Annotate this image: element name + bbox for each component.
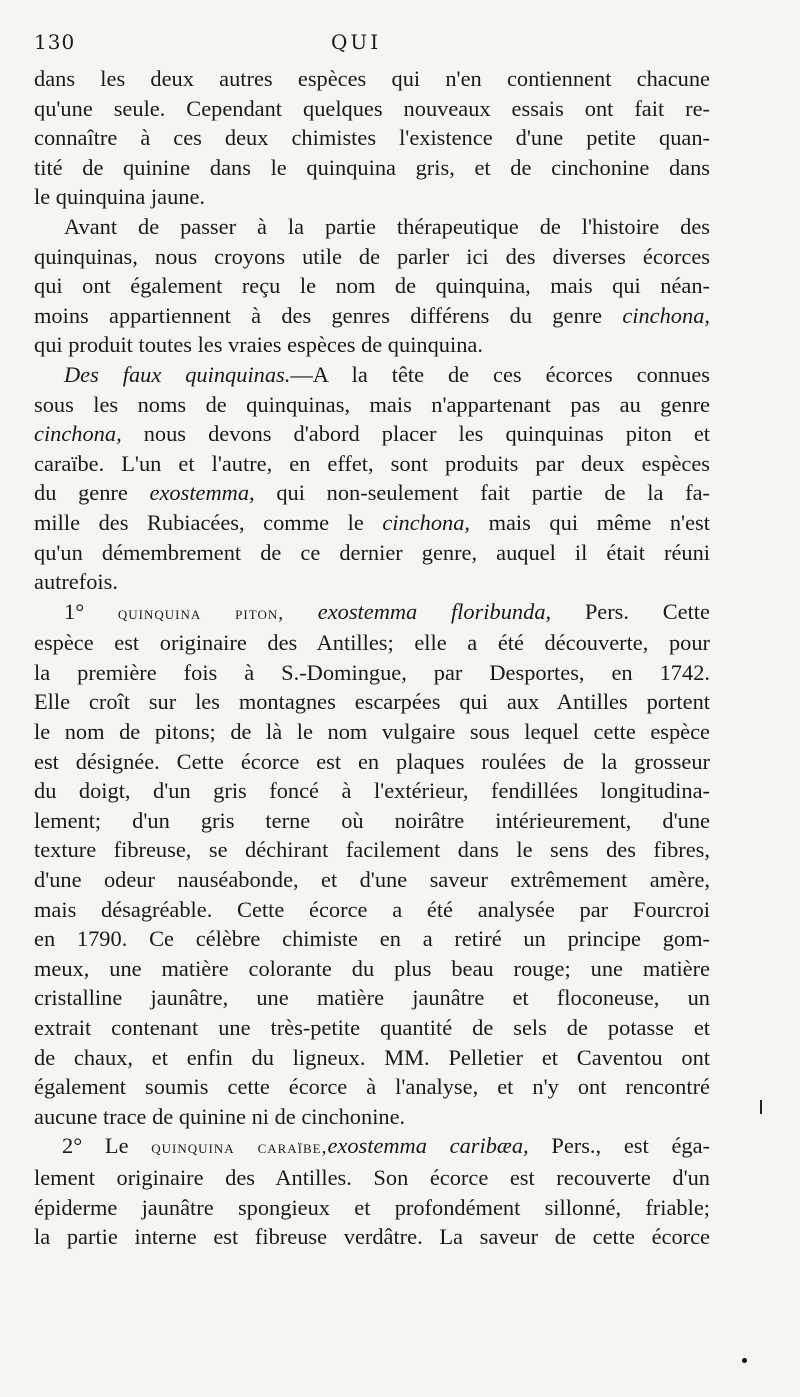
text-segment: Le [104,1133,129,1159]
italic-term: cinchona, [622,302,710,328]
italic-term: exostemma floribunda, [317,598,552,624]
page [34,30,710,1252]
section-heading: Des faux quinquinas. [64,361,291,387]
text-line: lement; d'un gris terne où noirâtre intérieurement, d'une [34,807,710,833]
margin-mark [760,1100,762,1114]
text-segment: moins appartiennent à des genres différens du genre [34,302,603,328]
text-segment: Pers. Cette [584,598,710,624]
italic-term: exostemma, [149,480,255,506]
italic-term: cinchona, [382,509,471,535]
text-line: mais désagréable. Cette écorce a été analysée par Fourcroi [34,896,710,922]
text-line [34,478,710,508]
text-line: la partie interne est fibreuse verdâtre. La saveur de cette écorce [34,1224,710,1250]
text-line: le nom de pitons; de là le nom vulgaire sous lequel cette espèce [34,719,710,745]
text-line [34,597,710,629]
text-line: la première fois à S.-Domingue, par Desportes, en 1742. [34,659,710,685]
text-line: est désignée. Cette écorce est en plaques roulées de la grosseur [34,748,710,774]
text-line: d'une odeur nauséabonde, et d'une saveur extrêmement amère, [34,867,710,893]
running-title: QUI [331,30,382,54]
item-number: 2° [62,1133,83,1159]
text-segment: A la tête de ces écorces connues [312,361,711,387]
text-line: espèce est originaire des Antilles; elle a été découverte, pour [34,630,710,656]
text-line: également soumis cette écorce à l'analyse, et n'y ont rencontré [34,1074,710,1100]
text-line: Elle croît sur les montagnes escarpées qui aux Antilles portent [34,689,710,715]
italic-term: exostemma caribæa, [327,1133,529,1159]
italic-term: cinchona, [34,421,122,447]
page-number: 130 [34,30,76,54]
text-segment: qui non-seulement fait partie de la fa- [276,480,710,506]
text-line: texture fibreuse, se déchirant facilement dans le sens des fibres, [34,837,710,863]
text-line: tité de quinine dans le quinquina gris, et de cinchonine dans [34,154,710,180]
text-line: qui produit toutes les vraies espèces de quinquina. [34,332,483,358]
text-line [34,419,710,449]
text-line: cristalline jaunâtre, une matière jaunâtre et floconeuse, un [34,985,710,1011]
text-line: sous les noms de quinquinas, mais n'appartenant pas au genre [34,391,710,417]
text-line [34,301,710,331]
text-segment: du genre [34,480,128,506]
text-line: de chaux, et enfin du ligneux. MM. Pelletier et Caventou ont [34,1044,710,1070]
text-line: meux, une matière colorante du plus beau rouge; une matière [34,955,710,981]
em-dash: — [290,361,313,387]
text-line: qu'une seule. Cependant quelques nouveaux essais ont fait re- [34,95,710,121]
text-line: épiderme jaunâtre spongieux et profondément sillonné, friable; [34,1194,710,1220]
item-number: 1° [64,598,85,624]
text-line: connaître à ces deux chimistes l'existence d'une petite quan- [34,125,710,151]
text-line: dans les deux autres espèces qui n'en contiennent chacune [34,66,710,91]
text-segment: Pers., est éga- [551,1133,710,1159]
text-line: qui ont également reçu le nom de quinquina, mais qui néan- [34,273,710,299]
page-header [34,30,710,64]
text-line: caraïbe. L'un et l'autre, en effet, sont produits par deux espèces [34,450,710,476]
text-line [34,508,710,538]
species-name: quinquina caraïbe, [151,1137,328,1159]
species-name: quinquina piton, [117,602,285,624]
text-segment: mais qui même n'est [488,509,710,535]
text-line: extrait contenant une très-petite quantité de sels de potasse et [34,1015,710,1040]
text-segment: mille des Rubiacées, comme le [34,509,364,535]
text-line: lement originaire des Antilles. Son écorce est recouverte d'un [34,1164,710,1190]
text-line: Avant de passer à la partie thérapeutique de l'histoire des [64,213,710,239]
text-line: qu'un démembrement de ce dernier genre, auquel il était réuni [34,539,710,565]
text-line: autrefois. [34,569,118,595]
text-segment: nous devons d'abord placer les quinquinas piton et [143,421,710,447]
body-text [34,64,710,1252]
text-line [34,1131,710,1163]
text-line: le quinquina jaune. [34,184,205,210]
text-line: en 1790. Ce célèbre chimiste en a retiré un principe gom- [34,926,710,952]
text-line: quinquinas, nous croyons utile de parler ici des diverses écorces [34,243,710,269]
text-line: du doigt, d'un gris foncé à l'extérieur, fendillées longitudina- [34,778,710,804]
text-line [34,360,710,390]
text-line: aucune trace de quinine ni de cinchonine. [34,1103,406,1129]
ink-dot [742,1358,747,1363]
